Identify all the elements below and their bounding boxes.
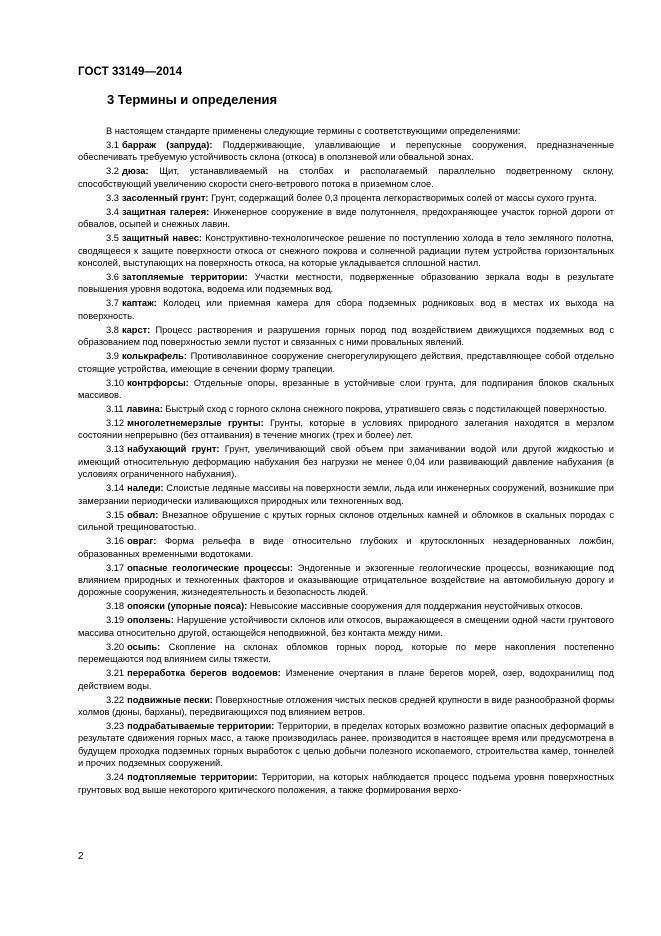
term-number: 3.22: [106, 694, 125, 705]
term-name: защитный навес:: [121, 233, 203, 244]
term-entry: [78, 417, 614, 442]
term-name: защитная галерея:: [121, 206, 210, 217]
term-name: наледи:: [127, 483, 164, 494]
term-entry: [78, 771, 614, 796]
term-definition: Территории, на которых наблюдается процесс подъема уровня поверхностных грунтовых вод выше некоторого критического положения, а также формирования верхо-: [78, 772, 614, 795]
terms-list: [78, 139, 614, 796]
term-definition: Грунт, увеличивающий свой объем при замачивании водой или другой жидкостью и имеющий относительную деформацию набухания без нагрузки не менее 0,04 или развивающий давление набухания (в условиях ограниченного набухания).: [78, 444, 614, 480]
term-name: засоленный грунт:: [121, 192, 209, 203]
term-entry: [78, 377, 614, 402]
term-name: подтопляемые территории:: [127, 772, 258, 783]
term-definition: Поддерживающие, улавливающие и перепускные сооружения, предназначенные обеспечивать требуемую устойчивость склона (откоса) в оползневой или обвальной зонах.: [78, 140, 614, 163]
term-number: 3.1: [106, 140, 119, 150]
term-entry: [78, 324, 614, 349]
term-number: 3.8: [106, 324, 119, 335]
term-name: переработка берегов водоемов:: [127, 668, 281, 679]
term-name: овраг:: [127, 536, 157, 547]
term-entry: [78, 443, 614, 480]
term-definition: Слоистые ледяные массивы на поверхности земли, льда или инженерных сооружений, возникшие при замерзании периодически изливающихся природных или техногенных вод.: [78, 483, 614, 506]
term-definition: Щит, устанавливаемый на столбах и располагаемый параллельно подветренному склону, способствующий увеличению скорости снего-ветрового потока в приземном слое.: [78, 166, 614, 189]
term-name: подвижные пески:: [127, 694, 213, 705]
term-entry: [78, 482, 614, 507]
term-number: 3.19: [106, 615, 125, 626]
term-number: 3.11: [106, 404, 124, 415]
term-entry: [78, 720, 614, 770]
term-entry: [78, 667, 614, 692]
term-definition: Процесс растворения и разрушения горных пород под воздействием движущихся подземных вод с образованием под поверхностью земли пустот и связанных с ними провальных явлений.: [78, 324, 614, 348]
intro-paragraph: В настоящем стандарте применены следующие термины с соответствующими определениями:: [106, 126, 521, 136]
term-name: осыпь:: [127, 641, 161, 652]
term-definition: Противолавинное сооружение снегорегулирующего действия, представляющее собой отдельно стоящие устройства, имеющие в сечении форму трапеции.: [78, 351, 614, 374]
term-definition: Невысокие массивные сооружения для поддержания неустойчивых откосов.: [249, 601, 583, 612]
term-number: 3.12: [106, 418, 125, 429]
term-name: обвал:: [127, 509, 159, 520]
term-definition: Отдельные опоры, врезанные в устойчивые слои грунта, для подпирания блоков скальных массивов.: [78, 377, 614, 401]
term-entry: [78, 165, 614, 190]
term-number: 3.7: [106, 298, 119, 309]
term-entry: [78, 600, 614, 612]
term-definition: Нарушение устойчивости склонов или откосов, выражающееся в смещении одной части грунтового массива относительно другой, остающейся неподвижной, без контакта между ними.: [78, 615, 614, 638]
term-number: 3.17: [106, 562, 125, 573]
term-number: 3.20: [106, 641, 125, 652]
term-definition: Внезапное обрушение с крутых горных склонов отдельных камней и обломков в скальных породах с сильной трещиноватостью.: [78, 509, 614, 533]
term-number: 3.24: [106, 772, 125, 783]
term-entry: [78, 192, 614, 204]
term-definition: Быстрый сход с горного склона снежного покрова, утратившего связь с подстилающей поверхностью.: [165, 404, 607, 415]
term-name: набухающий грунт:: [127, 444, 220, 455]
term-number: 3.6: [106, 272, 119, 283]
term-entry: [78, 641, 614, 666]
term-entry: [78, 271, 614, 296]
term-name: дюза:: [121, 166, 149, 177]
term-entry: [78, 694, 614, 719]
term-definition: Колодец или приемная камера для сбора подземных родниковых вод в местах их выхода на поверхность.: [78, 298, 614, 321]
term-definition: Скопление на склонах обломков горных пород, которые по мере накопления постепенно перемещаются под влиянием силы тяжести.: [78, 641, 614, 665]
term-name: подрабатываемые территории:: [127, 720, 275, 731]
page-number: 2: [78, 851, 84, 862]
term-entry: [78, 206, 614, 231]
term-entry: [78, 350, 614, 375]
term-name: затопляемые территории:: [121, 272, 248, 283]
term-definition: Территории, в пределах которых возможно развитие опасных деформаций в результате сдвижения горных масс, а также производилась ранее, производится в настоящее время или предусмотрена в будущем проходка подземных горных выработок с целью добычи полезного ископаемого, строительства камер, тоннелей и прочих подземных сооружений.: [78, 720, 615, 769]
term-definition: Грунт, содержащий более 0,3 процента легкорастворимых солей от массы сухого грунта.: [211, 192, 597, 203]
term-number: 3.9: [106, 351, 119, 362]
term-number: 3.15: [106, 509, 125, 520]
term-name: оползень:: [127, 615, 174, 626]
term-name: опояски (упорные пояса):: [127, 601, 248, 612]
term-name: опасные геологические процессы:: [127, 562, 293, 573]
term-definition: Участки местности, подверженные образованию зеркала воды в результате повышения уровня водотока, водоема или подземных вод.: [78, 272, 614, 295]
term-number: 3.21: [106, 668, 125, 679]
term-name: лавина:: [126, 404, 163, 415]
term-number: 3.16: [106, 536, 125, 547]
term-entry: [78, 614, 614, 639]
term-entry: [78, 297, 614, 322]
term-name: контрфорсы:: [127, 377, 189, 388]
term-number: 3.4: [106, 206, 119, 217]
term-entry: [78, 139, 614, 164]
term-number: 3.10: [106, 377, 125, 388]
term-entry: [78, 535, 614, 560]
term-number: 3.2: [106, 166, 119, 177]
term-name: барраж (запруда):: [121, 140, 213, 150]
section-title: 3 Термины и определения: [107, 92, 278, 107]
term-definition: Конструктивно-технологическое решение по поступлению холода в тело земляного полотна, сводящееся к защите поверхности откоса от снежного покрова и солнечной радиации путем устройства горизонтальных консолей, выступающих на поверхность откоса, на которые укладывается сплошной настил.: [78, 233, 615, 269]
term-definition: Форма рельефа в виде относительно глубоких и крутосклонных незадернованных ложбин, образованных временными водотоками.: [78, 536, 614, 559]
terms-body: [78, 125, 614, 798]
document-header: ГОСТ 33149—2014: [78, 66, 183, 78]
term-entry: [78, 403, 614, 415]
term-number: 3.13: [106, 444, 125, 455]
term-entry: [78, 562, 614, 599]
term-name: колькрафель:: [121, 351, 187, 362]
term-number: 3.3: [106, 192, 119, 203]
term-entry: [78, 509, 614, 534]
term-number: 3.23: [106, 720, 125, 731]
term-definition: Изменение очертания в плане берегов морей, озер, водохранилищ под действием воды.: [78, 668, 614, 691]
term-number: 3.14: [106, 483, 125, 494]
term-entry: [78, 232, 614, 269]
term-definition: Эндогенные и экзогенные геологические процессы, возникающие под влиянием природных и техногенных факторов и оказывающие отрицательное воздействие на автомобильную дорогу и дорожные сооружения, жизнедеятельность и безопасность людей.: [78, 562, 614, 598]
term-definition: Поверхностные отложения чистых песков средней крупности в виде разнообразной формы холмов (дюны, барханы), передвигающихся под влиянием ветров.: [78, 694, 614, 717]
term-definition: Грунты, которые в условиях природного залегания находятся в мерзлом состоянии непрерывно (без оттаивания) в течение многих (трех и более) лет.: [78, 418, 614, 441]
term-number: 3.5: [106, 233, 119, 244]
term-name: каптаж:: [121, 298, 157, 309]
term-name: карст:: [121, 324, 151, 335]
term-name: многолетнемерзлые грунты:: [127, 418, 264, 429]
term-number: 3.18: [106, 601, 125, 612]
term-definition: Инженерное сооружение в виде полутоннеля, предохраняющее участок горной дороги от обвалов, осыпей и снежных лавин.: [78, 206, 615, 230]
